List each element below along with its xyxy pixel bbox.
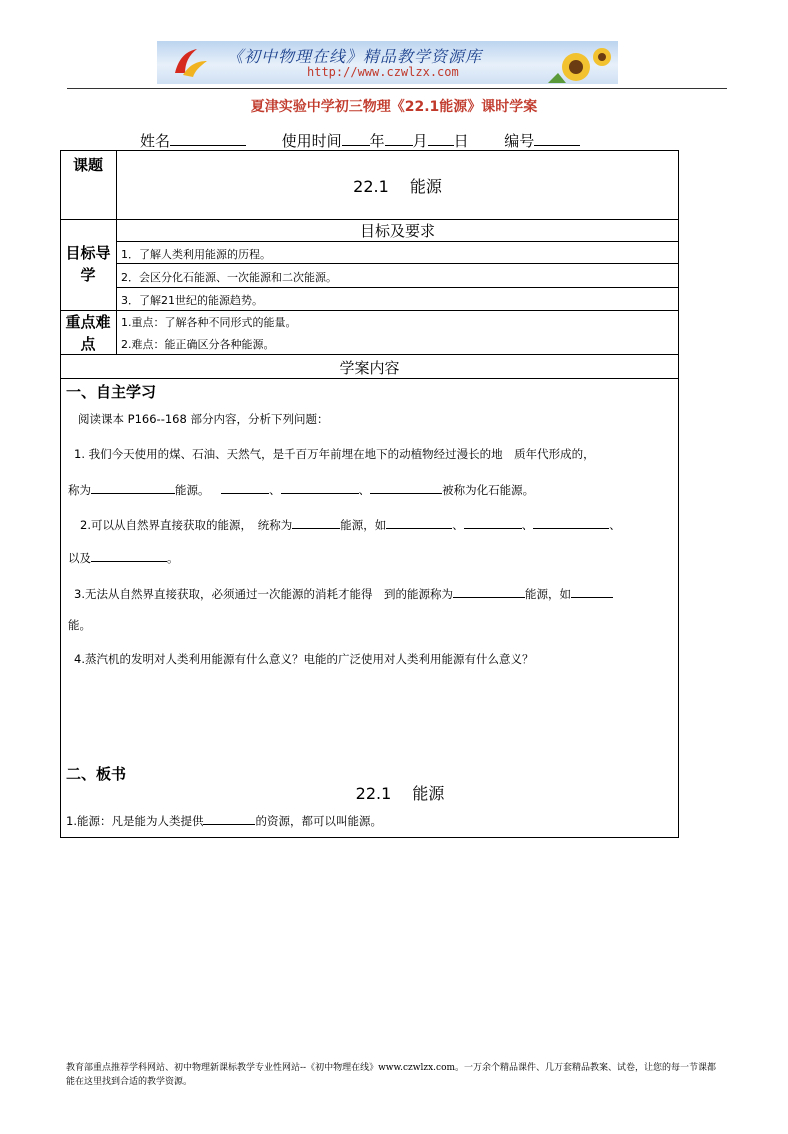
reading-instruction: 阅读课本 P166--168 部分内容，分析下列问题：	[78, 412, 329, 426]
day-label: 日	[453, 132, 469, 150]
answer-blank[interactable]	[91, 549, 167, 562]
answer-blank[interactable]	[370, 481, 442, 494]
goals-header: 目标及要求	[359, 222, 435, 240]
banner-title: 《初中物理在线》精品教学资源库	[227, 47, 483, 66]
number-blank[interactable]	[534, 131, 580, 146]
goal-item: 3．了解21世纪的能源趋势。	[121, 294, 263, 307]
topic-label: 课题	[72, 156, 103, 174]
answer-blank[interactable]	[203, 812, 255, 825]
name-blank[interactable]	[170, 131, 246, 146]
question-3: 3.无法从自然界直接获取，必须通过一次能源的消耗才能得 到的能源称为 能源，如	[74, 585, 613, 602]
header-divider	[67, 88, 727, 89]
answer-blank[interactable]	[533, 516, 609, 529]
board-heading: 22.1 能源	[355, 784, 445, 803]
month-blank[interactable]	[385, 131, 413, 146]
content-header: 学案内容	[339, 359, 400, 377]
answer-blank[interactable]	[453, 585, 525, 598]
document-title: 夏津实验中学初三物理《22.1能源》课时学案	[250, 99, 538, 115]
student-info-line	[140, 130, 580, 151]
banner-url[interactable]: http://www.czwlzx.com	[307, 65, 459, 79]
footer-note: 教育部重点推荐学科网站、初中物理新课标教学专业性网站--《初中物理在线》www.czwlzx.com。一万余个精品课件、几万套精品教案、试卷，让您的每一节课都能在这里找到合适的教学资源。	[66, 1063, 717, 1087]
key-point-item: 2.难点：能正确区分各种能源。	[121, 338, 275, 351]
question-3-cont: 能。	[68, 618, 91, 632]
site-logo-icon	[169, 47, 209, 79]
year-blank[interactable]	[342, 131, 370, 146]
answer-blank[interactable]	[221, 481, 269, 494]
energy-definition: 1.能源：凡是能为人类提供 的资源，都可以叫能源。	[66, 814, 382, 828]
section-board-title: 二、板书	[66, 765, 127, 783]
question-2: 2.可以从自然界直接获取的能源， 统称为 能源，如 、 、 、	[80, 518, 621, 532]
number-label: 编号	[504, 132, 535, 150]
section-self-study-title: 一、自主学习	[66, 383, 157, 401]
question-1: 1. 我们今天使用的煤、石油、天然气，是千百万年前埋在地下的动植物经过漫长的地 质年代形成的，	[74, 447, 595, 461]
answer-blank[interactable]	[571, 585, 613, 598]
answer-blank[interactable]	[386, 516, 452, 529]
time-label: 使用时间	[281, 132, 342, 150]
header-banner	[157, 41, 618, 84]
topic-value: 22.1 能源	[353, 177, 442, 196]
goals-label: 目标导学	[65, 244, 111, 284]
question-4: 4.蒸汽机的发明对人类利用能源有什么意义？电能的广泛使用对人类利用能源有什么意义？	[74, 652, 534, 666]
question-2-cont: 以及 。	[68, 551, 179, 565]
sunflower-image	[548, 45, 614, 83]
answer-blank[interactable]	[292, 516, 340, 529]
day-blank[interactable]	[428, 131, 454, 146]
question-1-blanks: 称为 能源。 、 、 被称为化石能源。	[68, 483, 535, 497]
month-label: 月	[412, 132, 428, 150]
name-label: 姓名	[140, 132, 171, 150]
key-point-item: 1.重点：了解各种不同形式的能量。	[121, 316, 297, 329]
goal-item: 2．会区分化石能源、一次能源和二次能源。	[121, 271, 337, 284]
key-points-label: 重点难点	[65, 313, 111, 353]
answer-blank[interactable]	[91, 481, 175, 494]
goal-item: 1．了解人类利用能源的历程。	[121, 248, 271, 261]
answer-blank[interactable]	[464, 516, 522, 529]
answer-blank[interactable]	[281, 481, 359, 494]
year-label: 年	[369, 132, 385, 150]
